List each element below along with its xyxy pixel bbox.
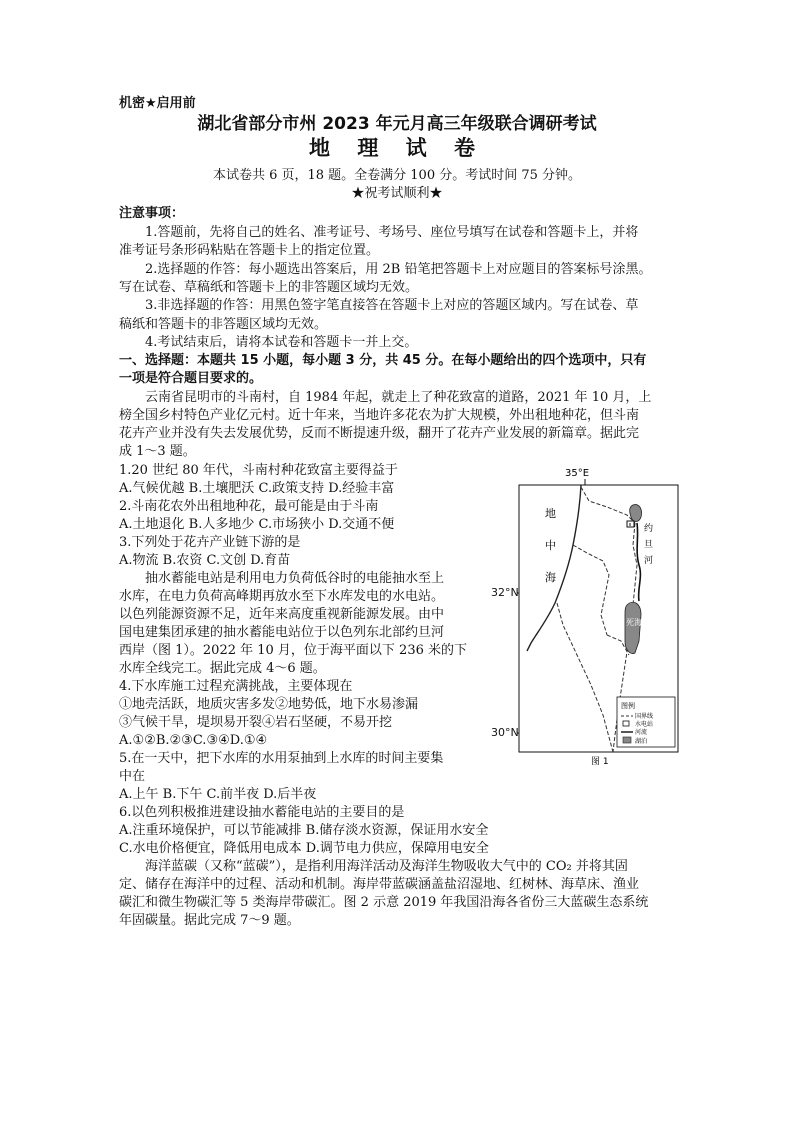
dead-sea-label: 死海 (626, 618, 642, 627)
legend-station-icon (623, 721, 629, 726)
legend-item: 国界线 (635, 713, 654, 720)
passage-line: 水库全线完工。据此完成 4～6 题。 (119, 661, 326, 676)
question-line: 3.下列处于花卉产业链下游的是 (119, 535, 301, 550)
secret-label: 机密★启用前 (119, 96, 196, 111)
passage-line: 西岸（图 1）。2022 年 10 月，位于海平面以下 236 米的下 (119, 643, 468, 658)
longitude-label: 35°E (565, 468, 590, 479)
question-line: 5.在一天中，把下水库的水用泵抽到上水库的时间主要集 (119, 751, 444, 766)
exam-wish: ★祝考试顺利★ (351, 186, 443, 201)
question-options: A.气候优越 B.土壤肥沃 C.政策支持 D.经验丰富 (119, 481, 395, 496)
question-line: 6.以色列积极推进建设抽水蓄能电站的主要目的是 (119, 805, 405, 820)
passage-line: 年固碳量。据此完成 7～9 题。 (119, 913, 300, 928)
section-heading: 一项是符合题目要求的。 (119, 371, 263, 386)
sea-label-char: 海 (545, 571, 556, 584)
passage-line: 成 1～3 题。 (119, 444, 196, 459)
question-options: A.上午 B.下午 C.前半夜 D.后半夜 (119, 787, 317, 802)
question-line: 2.斗南花农外出租地种花，最可能是由于斗南 (119, 499, 379, 514)
question-statements: ③气候干旱，堤坝易开裂④岩石坚硬，不易开挖 (119, 715, 393, 730)
notice-line: 稿纸和答题卡的非答题区域均无效。 (119, 317, 328, 332)
river-label-char: 旦 (644, 540, 654, 550)
passage-line: 抽水蓄能电站是利用电力负荷低谷时的电能抽水至上 (145, 571, 445, 586)
dead-sea (625, 602, 641, 653)
exam-title: 湖北省部分市州 2023 年元月高三年级联合调研考试 (197, 114, 597, 134)
notice-line: 准考证号条形码粘贴在答题卡上的指定位置。 (119, 243, 380, 258)
question-options: A.注重环境保护，可以节能减排 B.储存淡水资源，保证用水安全 (119, 823, 489, 838)
question-options: A.物流 B.农资 C.文创 D.育苗 (119, 553, 291, 568)
legend-item: 湖泊 (635, 738, 648, 745)
border-line (573, 545, 609, 635)
passage-line: 榜全国乡村特色产业亿元村。近十年来，当地许多花农为扩大规模，外出租地种花，但斗南 (119, 408, 640, 423)
figure-caption: 图 1 (591, 757, 609, 765)
passage-line: 碳汇和微生物碳汇等 5 类海岸带碳汇。图 2 示意 2019 年我国沿海各省份三大蓝碳生态系统 (119, 895, 649, 910)
subject-title: 地 理 试 卷 (309, 136, 485, 160)
jordan-river (637, 523, 640, 601)
river-label-char: 约 (644, 524, 654, 534)
passage-line: 定、储存在海洋中的过程、活动和机制。海岸带蓝碳涵盖盐沼湿地、红树林、海草床、渔业 (119, 877, 640, 892)
section-heading: 一、选择题：本题共 15 小题，每小题 3 分，共 45 分。在每小题给出的四个选项中，只有 (119, 353, 647, 368)
passage-line: 国电建集团承建的抽水蓄能电站位于以色列东北部约旦河 (119, 625, 445, 640)
latitude-label-30: 30°N (491, 726, 519, 739)
legend-lake-symbol (623, 737, 631, 743)
river-label-char: 河 (644, 556, 654, 566)
passage-line: 以色列能源资源不足，近年来高度重视新能源发展。由中 (119, 607, 445, 622)
exam-info: 本试卷共 6 页，18 题。全卷满分 100 分。考试时间 75 分钟。 (212, 168, 582, 183)
question-options: A.①②B.②③C.③④D.①④ (119, 733, 268, 748)
galilee-lake (630, 505, 642, 522)
passage-line: 云南省昆明市的斗南村，自 1984 年起，就走上了种花致富的道路，2021 年 10 月，上 (145, 390, 652, 405)
sea-label-char: 地 (545, 507, 556, 520)
question-options: A.土地退化 B.人多地少 C.市场狭小 D.交通不便 (119, 517, 395, 532)
question-statements: ①地壳活跃，地质灾害多发②地势低，地下水易渗漏 (119, 697, 419, 712)
border-line (581, 487, 635, 523)
question-line: 1.20 世纪 80 年代，斗南村种花致富主要得益于 (119, 463, 398, 478)
border-line (557, 603, 613, 752)
question-line: 4.下水库施工过程充满挑战，主要体现在 (119, 679, 353, 694)
passage-line: 花卉产业并没有失去发展优势，反而不断提速升级，翻开了花卉产业发展的新篇章。据此完 (119, 426, 640, 441)
notice-line: 4.考试结束后，请将本试卷和答题卡一并上交。 (145, 335, 418, 350)
sea-label-char: 中 (545, 539, 556, 552)
legend-item: 水电站 (635, 721, 654, 728)
figure1-map (517, 465, 681, 765)
notice-line: 1.答题前，先将自己的姓名、准考证号、考场号、座位号填写在试卷和答题卡上，并将 (145, 225, 639, 240)
notice-line: 3.非选择题的作答：用黑色签字笔直接答在答题卡上对应的答题区域内。写在试卷、草 (145, 298, 639, 313)
notice-line: 2.选择题的作答：每小题选出答案后，用 2B 铅笔把答题卡上对应题目的答案标号涂黑。 (145, 262, 652, 277)
question-line: 中在 (119, 769, 146, 784)
notice-line: 写在试卷、草稿纸和答题卡上的非答题区域均无效。 (119, 280, 419, 295)
passage-line: 海洋蓝碳（又称“蓝碳”），是指利用海洋活动及海洋生物吸收大气中的 CO₂ 并将其固 (145, 859, 628, 874)
latitude-label-32: 32°N (491, 586, 519, 599)
legend-item: 河流 (635, 729, 648, 736)
legend-title: 图例 (621, 702, 635, 710)
passage-line: 水库，在电力负荷高峰期再放水至下水库发电的水电站。 (119, 589, 445, 604)
question-options: C.水电价格便宜，降低用电成本 D.调节电力供应，保障用电安全 (119, 841, 489, 856)
notice-heading: 注意事项： (119, 206, 185, 221)
